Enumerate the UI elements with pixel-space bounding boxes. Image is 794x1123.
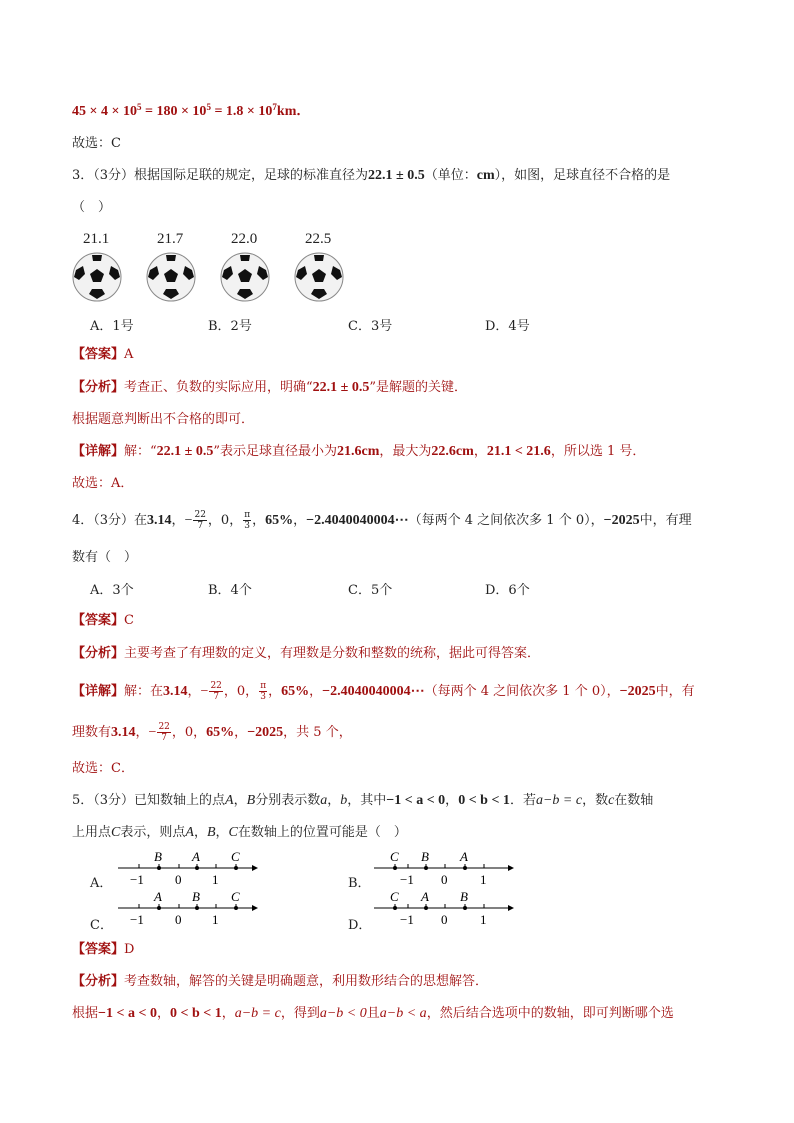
svg-text:−1: −1 <box>400 872 414 887</box>
q3-option-b: B．2号 <box>208 319 252 334</box>
q4-choice: 故选：C． <box>72 761 134 776</box>
fraction-22-7: $\frac{22}{7}$ <box>210 681 222 702</box>
q3-answer: 【答案】A <box>72 347 134 362</box>
q3-option-d: D．4号 <box>485 319 530 334</box>
q4-detail: 【详解】解：在3.14，− $\frac{22}{7}$ ，0， $\frac{\pi}{3}$ ，65%，−2.4040040004⋯（每两个 4 之间依次多 1 个 0），−2025中，有 <box>72 681 695 702</box>
top-calculation: $45 \times 4 \times 10^5 = 180 \times 10^5 = 1.8 \times 10^7km$． <box>72 102 311 119</box>
number-line <box>112 850 262 890</box>
svg-text:C: C <box>231 850 240 864</box>
svg-text:−1: −1 <box>130 912 144 927</box>
q5-answer: 【答案】D <box>72 942 135 957</box>
svg-text:A: A <box>154 890 162 904</box>
q5-option-d-label: D． <box>348 918 372 933</box>
svg-text:A: A <box>192 850 200 864</box>
q5-analysis-line2: 根据−1 < a < 0，0 < b < 1，a−b = c，得到a−b < 0且a−b < a，然后结合选项中的数轴，即可判断哪个选 <box>72 1006 674 1021</box>
soccer-ball-icon <box>146 252 196 302</box>
q5-stem-line2: 上用点C表示，则点A，B，C在数轴上的位置可能是（ ） <box>72 825 407 840</box>
svg-text:B: B <box>192 890 200 904</box>
svg-text:C: C <box>231 890 240 904</box>
svg-text:C: C <box>390 890 399 904</box>
q5-option-a-label: A． <box>90 876 113 891</box>
svg-text:1: 1 <box>480 912 487 927</box>
q4-option-d: D．6个 <box>485 583 530 598</box>
q3-stem: 3．（3分）根据国际足联的规定，足球的标准直径为22.1 ± 0.5（单位：cm），如图，足球直径不合格的是 <box>72 168 671 183</box>
q4-analysis: 【分析】主要考查了有理数的定义，有理数是分数和整数的统称，据此可得答案． <box>72 646 541 661</box>
svg-text:−1: −1 <box>400 912 414 927</box>
svg-text:1: 1 <box>212 912 219 927</box>
q3-detail: 【详解】解：“22.1 ± 0.5”表示足球直径最小为21.6cm，最大为22.6cm，21.1 < 21.6，所以选 1 号． <box>72 444 646 459</box>
ball-label-4: 22.5 <box>305 231 332 247</box>
ball-label-3: 22.0 <box>231 231 258 247</box>
svg-text:0: 0 <box>175 872 182 887</box>
q3-paren: （ ） <box>72 200 112 215</box>
q4-option-c: C．5个 <box>348 583 393 598</box>
svg-text:B: B <box>154 850 162 864</box>
q4-option-b: B．4个 <box>208 583 252 598</box>
svg-text:0: 0 <box>441 912 448 927</box>
svg-text:B: B <box>460 890 468 904</box>
svg-text:C: C <box>390 850 399 864</box>
svg-text:−1: −1 <box>130 872 144 887</box>
svg-text:A: A <box>421 890 429 904</box>
q4-option-a: A．3个 <box>90 583 134 598</box>
q3-option-c: C．3号 <box>348 319 393 334</box>
q5-option-b-label: B． <box>348 876 371 891</box>
soccer-ball-icon <box>294 252 344 302</box>
ball-label-2: 21.7 <box>157 231 184 247</box>
fraction-pi-3: $\frac{\pi}{3}$ <box>244 510 251 531</box>
svg-text:A: A <box>460 850 468 864</box>
q3-analysis-line2: 根据题意判断出不合格的即可． <box>72 412 255 427</box>
q3-choice: 故选：A． <box>72 476 134 491</box>
number-line <box>112 890 262 930</box>
svg-text:B: B <box>421 850 429 864</box>
fraction-22-7: $\frac{22}{7}$ <box>158 722 170 743</box>
fraction-pi-3: $\frac{\pi}{3}$ <box>260 681 267 702</box>
svg-text:1: 1 <box>212 872 219 887</box>
number-line <box>368 850 518 890</box>
svg-text:1: 1 <box>480 872 487 887</box>
q5-option-c-label: C． <box>90 918 113 933</box>
svg-text:0: 0 <box>441 872 448 887</box>
q4-detail-line2: 理数有3.14，− $\frac{22}{7}$ ，0，65%，−2025，共 5 个， <box>72 722 352 743</box>
q5-stem: 5．（3分）已知数轴上的点A，B分别表示数a，b，其中−1 < a < 0，0 < b < 1．若a−b = c，数c在数轴 <box>72 793 654 808</box>
top-choice: 故选：C <box>72 136 121 151</box>
q3-option-a: A．1号 <box>90 319 134 334</box>
fraction-22-7: $\frac{22}{7}$ <box>194 510 206 531</box>
q4-stem: 4．（3分）在3.14，− $\frac{22}{7}$ ，0， $\frac{\pi}{3}$ ，65%，−2.4040040004⋯（每两个 4 之间依次多 1 个 0），−2025中，有理 <box>72 510 692 531</box>
q3-analysis: 【分析】考查正、负数的实际应用，明确“22.1 ± 0.5”是解题的关键． <box>72 380 468 395</box>
svg-text:0: 0 <box>175 912 182 927</box>
q5-analysis: 【分析】考查数轴，解答的关键是明确题意，利用数形结合的思想解答． <box>72 974 489 989</box>
soccer-ball-icon <box>220 252 270 302</box>
q4-answer: 【答案】C <box>72 613 134 628</box>
number-line <box>368 890 518 930</box>
q4-stem-line2: 数有（ ） <box>72 550 138 565</box>
soccer-ball-icon <box>72 252 122 302</box>
ball-label-1: 21.1 <box>83 231 110 247</box>
